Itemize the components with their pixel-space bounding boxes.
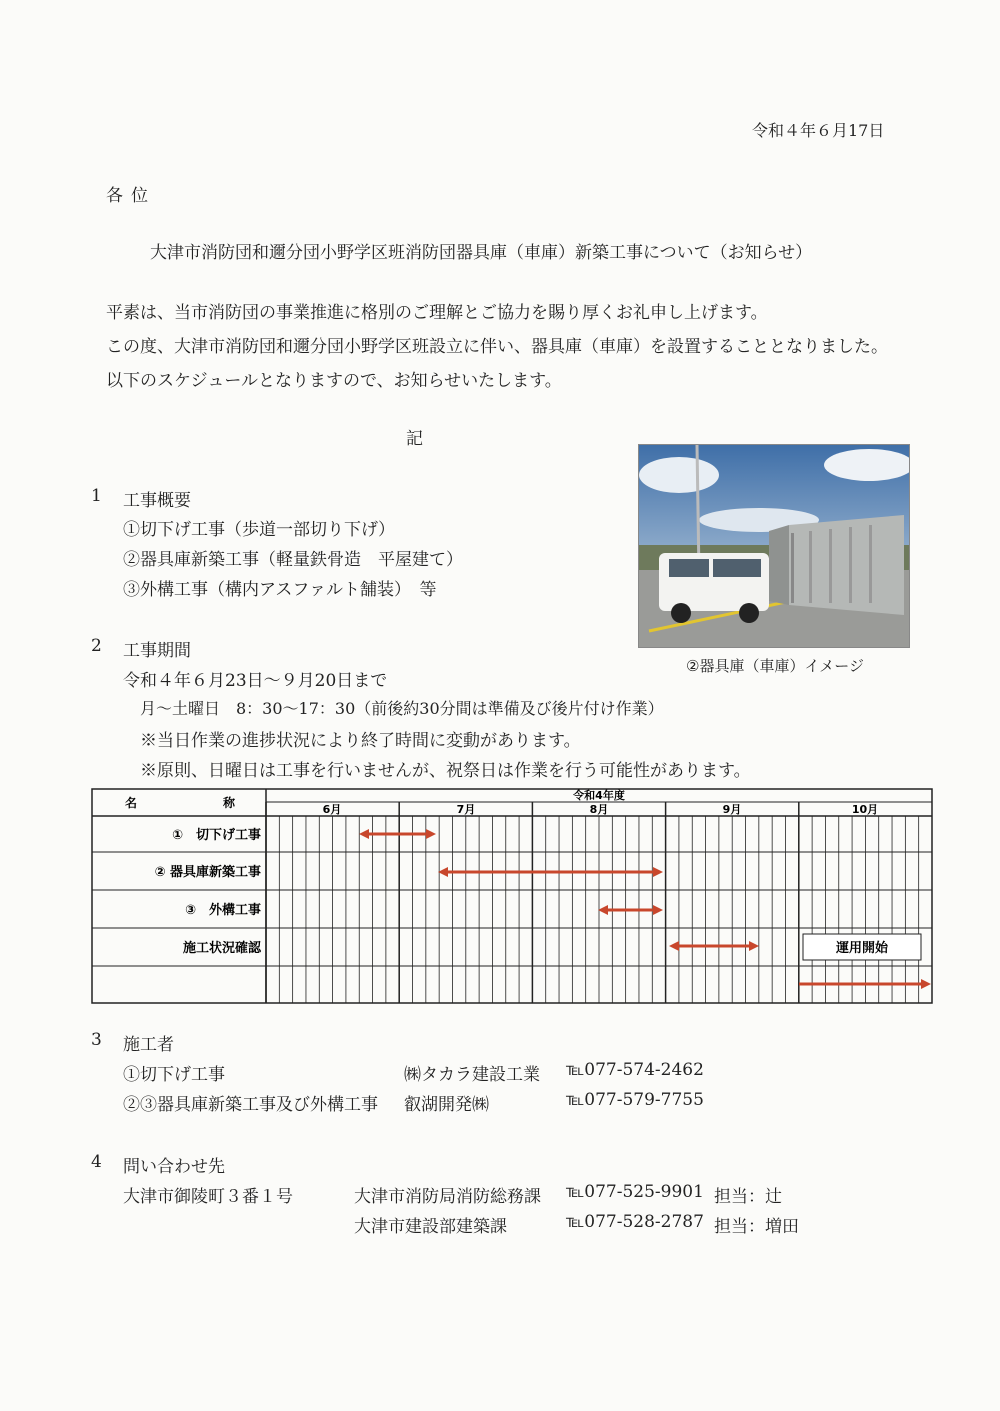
contractor-work-2: ②③器具庫新築工事及び外構工事 — [123, 1095, 378, 1115]
month-6: 6月 — [322, 803, 342, 816]
section4-number: 4 — [91, 1152, 102, 1172]
construction-period: 令和４年６月23日〜９月20日まで — [123, 671, 388, 691]
arrow-cut — [359, 829, 436, 839]
addressee: 各位 — [106, 186, 156, 206]
row-label-exterior: ③ 外構工事 — [184, 903, 261, 918]
contractor-company-1: ㈱タカラ建設工業 — [404, 1065, 540, 1085]
month-9: 9月 — [722, 803, 742, 816]
note-1: ※当日作業の進捗状況により終了時間に変動があります。 — [140, 731, 581, 751]
section2-number: 2 — [91, 636, 102, 656]
row-label-garage: ② 器具庫新築工事 — [154, 865, 261, 880]
contractor-work-1: ①切下げ工事 — [123, 1065, 225, 1085]
month-7: 7月 — [456, 803, 476, 816]
schedule-table — [91, 788, 933, 1004]
month-8: 8月 — [589, 803, 609, 816]
header-name-2: 称 — [223, 796, 236, 810]
contact-person-1: 担当：辻 — [714, 1187, 782, 1207]
section1-heading: 工事概要 — [123, 491, 191, 511]
photo-caption: ②器具庫（車庫）イメージ — [686, 657, 864, 675]
body-line-3: 以下のスケジュールとなりますので、お知らせいたします。 — [106, 371, 562, 391]
contact-tel-2: ℡077-528-2787 — [566, 1212, 704, 1232]
section1-item-2: ②器具庫新築工事（軽量鉄骨造 平屋建て） — [123, 550, 463, 570]
month-10: 10月 — [851, 803, 879, 816]
note-2: ※原則、日曜日は工事を行いませんが、祝祭日は作業を行う可能性があります。 — [140, 761, 751, 781]
header-name-1: 名 — [125, 796, 138, 810]
working-hours: 月〜土曜日 8：30〜17：30（前後約30分間は準備及び後片付け作業） — [140, 699, 664, 718]
section1-number: 1 — [91, 486, 102, 506]
contractor-tel-1: ℡077-574-2462 — [566, 1060, 704, 1080]
arrow-exterior — [598, 905, 663, 915]
contact-dept-2: 大津市建設部建築課 — [354, 1217, 507, 1237]
garage-photo — [638, 444, 910, 648]
body-line-1: 平素は、当市消防団の事業推進に格別のご理解とご協力を賜り厚くお礼申し上げます。 — [106, 303, 768, 323]
arrow-garage — [438, 867, 663, 877]
row-label-inspection: 施工状況確認 — [182, 941, 261, 956]
section1-item-1: ①切下げ工事（歩道一部切り下げ） — [123, 520, 395, 540]
document-date: 令和４年６月17日 — [752, 121, 885, 140]
contact-address: 大津市御陵町３番１号 — [123, 1187, 293, 1207]
contractor-company-2: 叡湖開発㈱ — [404, 1095, 489, 1115]
contractor-tel-2: ℡077-579-7755 — [566, 1090, 704, 1110]
section3-heading: 施工者 — [123, 1035, 174, 1055]
body-line-2: この度、大津市消防団和邇分団小野学区班設立に伴い、器具庫（車庫）を設置することとなりました。 — [106, 337, 888, 357]
contact-tel-1: ℡077-525-9901 — [566, 1182, 704, 1202]
contact-person-2: 担当：増田 — [714, 1217, 799, 1237]
ki-heading: 記 — [406, 429, 423, 449]
section1-item-3: ③外構工事（構内アスファルト舗装） 等 — [123, 580, 437, 600]
row-label-cut: ① 切下げ工事 — [171, 828, 261, 843]
section4-heading: 問い合わせ先 — [123, 1157, 225, 1177]
document-title: 大津市消防団和邇分団小野学区班消防団器具庫（車庫）新築工事について（お知らせ） — [150, 243, 813, 263]
section2-heading: 工事期間 — [123, 641, 191, 661]
fiscal-year-label: 令和4年度 — [573, 789, 625, 802]
contact-dept-1: 大津市消防局消防総務課 — [354, 1187, 541, 1207]
operation-start-label: 運用開始 — [835, 941, 889, 956]
section3-number: 3 — [91, 1030, 102, 1050]
